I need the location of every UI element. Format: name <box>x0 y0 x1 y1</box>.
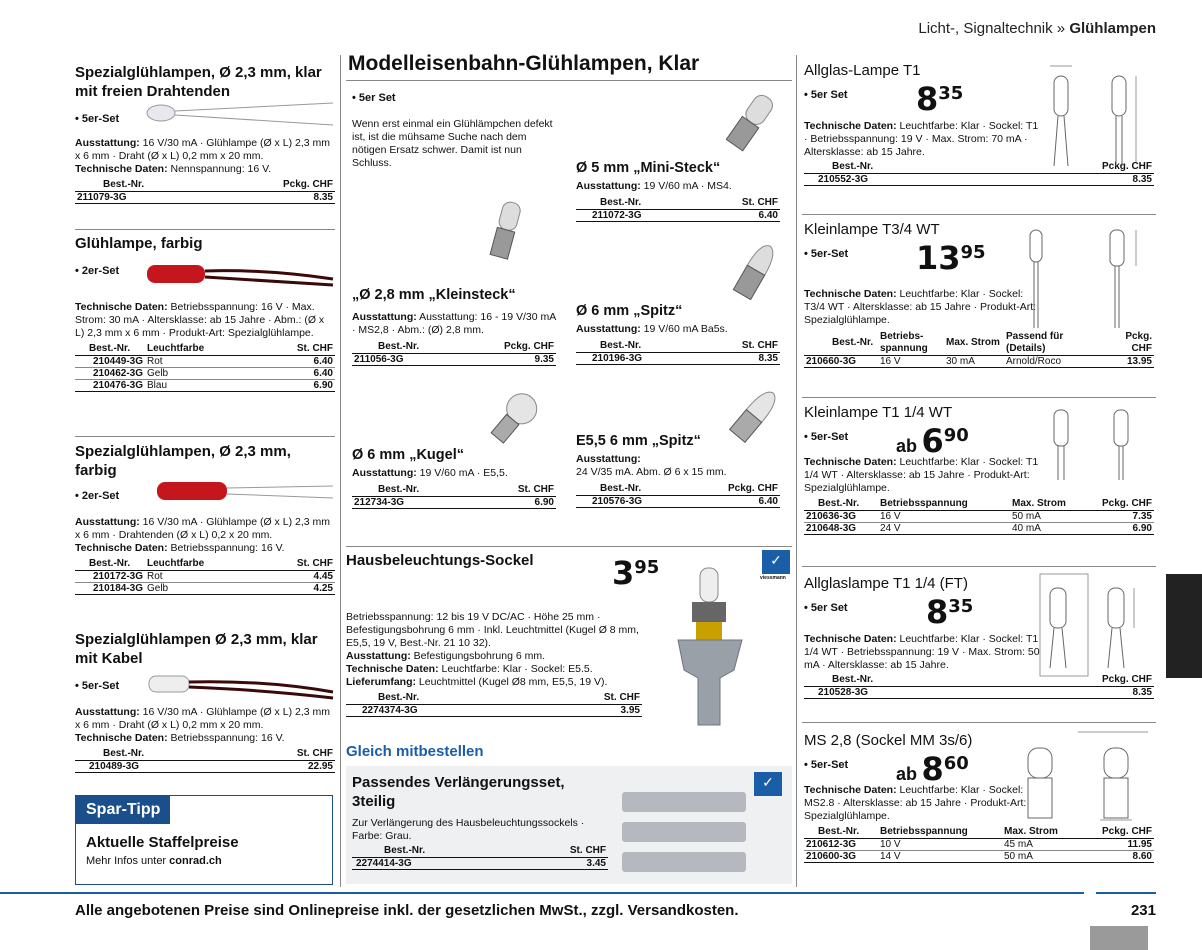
product-title: Ø 6 mm „Spitz“ <box>576 303 683 319</box>
product-m5 <box>576 433 780 508</box>
table-row[interactable]: 210172-3G Rot 4.45 <box>75 571 335 583</box>
product-specs: Technische Daten: Leuchtfarbe: Klar · Sockel: MS2.8 · Altersklasse: ab 15 Jahre · Produkt-Art: Spezialglühlampe. <box>804 784 1027 822</box>
spar-tipp-text: Mehr Infos unter conrad.ch <box>86 855 222 867</box>
product-title: „Ø 2,8 mm „Kleinsteck“ <box>352 287 516 303</box>
set-label: • 5er-Set <box>75 113 120 125</box>
order-table: Best.-Nr. Betriebs-spannung Max. Strom Passend für (Details) Pckg. CHF 210660-3G 16 V 30 mA Arnold/Roco 13.95 <box>806 331 1152 367</box>
order-table: Best.-Nr. Pckg. CHF 211056-3G 9.35 <box>354 341 554 365</box>
product-m3 <box>576 303 780 365</box>
order-table: Best.-Nr. Betriebsspannung Max. Strom Pckg. CHF 210636-3G 16 V 50 mA 7.35 210648-3G 24 V 40 mA 6.90 <box>806 498 1152 534</box>
table-row[interactable]: 210576-3G 6.40 <box>576 496 780 508</box>
product-p1 <box>75 63 335 204</box>
page-number: 231 <box>1130 902 1156 919</box>
order-table: Best.-Nr. St. CHF 212734-3G 6.90 <box>354 484 554 508</box>
set-label: • 5er-Set <box>75 680 120 692</box>
table-row[interactable]: 210528-3G 8.35 <box>804 687 1154 699</box>
viessmann-logo-icon: ✓ <box>754 772 782 796</box>
sockel-image <box>674 560 746 730</box>
breadcrumb-sep: » <box>1052 20 1070 37</box>
product-m4 <box>352 447 556 509</box>
product-verl <box>352 773 608 870</box>
product-price: 835 <box>926 593 974 631</box>
breadcrumb-current: Glühlampen <box>1069 20 1156 37</box>
product-specs: Technische Daten: Betriebsspannung: 16 V · Max. Strom: 30 mA · Altersklasse: ab 15 Jahre · Abm.: (Ø x L) 2,3 mm x 6 mm · Produkt-Art: Spezialglühlampe. <box>75 301 325 339</box>
lamp-drawing-t1 <box>1040 62 1160 172</box>
set-label: • 5er Set <box>352 92 396 104</box>
spar-tipp-label: Spar-Tipp <box>76 796 170 824</box>
divider <box>75 229 335 230</box>
order-table: Best.-Nr. St. CHF 210196-3G 8.35 <box>576 340 780 365</box>
product-specs: Zur Verlängerung des Hausbeleuchtungssockels · Farbe: Grau. <box>352 817 585 842</box>
table-row[interactable]: 210476-3G Blau 6.90 <box>75 380 335 392</box>
column-divider <box>340 55 341 887</box>
product-specs: Technische Daten: Leuchtfarbe: Klar · Sockel: T3/4 WT · Altersklasse: ab 15 Jahre · Produkt-Art: Spezialglühlampe. <box>804 288 1037 326</box>
product-title: Passendes Verlängerungsset, 3teilig <box>352 774 565 810</box>
chapter-tab[interactable] <box>1166 574 1202 678</box>
product-title: MS 2,8 (Sockel MM 3s/6) <box>804 732 973 749</box>
product-p4 <box>75 630 335 773</box>
table-row[interactable]: 210600-3G 14 V 50 mA 8.60 <box>806 851 1152 862</box>
column-divider <box>796 55 797 887</box>
order-table: Best.-Nr. St. CHF 2274414-3G 3.45 <box>352 845 608 870</box>
footer-rule <box>1096 892 1156 894</box>
table-row[interactable]: 211079-3G 8.35 <box>77 192 333 203</box>
divider <box>346 80 792 81</box>
spar-tipp-title: Aktuelle Staffelpreise <box>86 834 239 851</box>
lamp-wire-image <box>145 99 335 129</box>
order-table: Best.-Nr. St. CHF 2274374-3G 3.95 <box>346 692 642 717</box>
breadcrumb <box>918 20 1156 37</box>
product-title: Allglaslampe T1 1/4 (FT) <box>804 575 968 592</box>
product-price: ab 690 <box>896 422 969 460</box>
lamp-drawing-t114 <box>1044 400 1164 480</box>
divider <box>802 214 1156 215</box>
spar-tipp-link[interactable]: conrad.ch <box>169 855 222 867</box>
product-specs: Ausstattung: 19 V/60 mA Ba5s. <box>576 323 728 335</box>
product-specs: Ausstattung: 16 V/30 mA · Glühlampe (Ø x L) 2,3 mm x 6 mm · Drahtenden (Ø x L) 0,2 x 20 mm. Technische Daten: Betriebsspannung: 16 V. <box>75 516 330 554</box>
table-row[interactable]: 210612-3G 10 V 45 mA 11.95 <box>806 839 1152 850</box>
table-row[interactable]: 2274374-3G 3.95 <box>346 705 642 717</box>
set-label: • 5er-Set <box>804 759 849 771</box>
product-title: Allglas-Lampe T1 <box>804 62 921 79</box>
table-row[interactable]: 210552-3G 8.35 <box>804 174 1154 186</box>
set-label: • 2er-Set <box>75 490 120 502</box>
lamp-cable-image <box>145 670 335 700</box>
viessmann-logo-text: viessmann <box>760 575 786 581</box>
lamp-kugel-image <box>484 388 544 448</box>
table-row[interactable]: 2274414-3G 3.45 <box>352 858 608 870</box>
product-p3 <box>75 442 335 595</box>
product-title: Ø 5 mm „Mini-Steck“ <box>576 160 721 176</box>
lamp-spitz-image <box>730 240 780 305</box>
lamp-red-small-image <box>155 476 335 506</box>
table-row[interactable]: 210184-3G Gelb 4.25 <box>75 583 335 595</box>
order-table: Best.-Nr. Leuchtfarbe St. CHF 210449-3G Rot 6.40 210462-3G Gelb 6.40 210476-3G Blau 6.90 <box>75 343 335 392</box>
footer-text: Alle angebotenen Preise sind Onlinepreise inkl. der gesetzlichen MwSt., zzgl. Versandkosten. <box>75 902 739 919</box>
table-row[interactable]: 210636-3G 16 V 50 mA 7.35 <box>806 511 1152 522</box>
page-corner-block <box>1090 926 1148 950</box>
lamp-drawing-ft <box>1030 572 1156 678</box>
product-specs: Technische Daten: Leuchtfarbe: Klar · Sockel: T1 1/4 WT · Betriebsspannung: 19 V · Max. Strom: 50 mA · Altersklasse: ab 15 Jahre. <box>804 633 1040 671</box>
product-p2 <box>75 234 335 392</box>
table-row[interactable]: 210648-3G 24 V 40 mA 6.90 <box>806 523 1152 534</box>
product-price: 835 <box>916 80 964 118</box>
table-row[interactable]: 210462-3G Gelb 6.40 <box>75 368 335 380</box>
product-title: Spezialglühlampen, Ø 2,3 mm, klar mit freien Drahtenden <box>75 64 322 100</box>
divider <box>802 722 1156 723</box>
order-table: Best.-Nr. Pckg. CHF 211079-3G 8.35 <box>77 179 333 203</box>
lamp-red-image <box>145 259 335 289</box>
product-title: E5,5 6 mm „Spitz“ <box>576 433 701 449</box>
set-label: • 5er-Set <box>804 431 849 443</box>
viessmann-logo-icon: ✓ <box>762 550 790 574</box>
set-label: • 5er Set <box>804 89 848 101</box>
product-title: Spezialglühlampen Ø 2,3 mm, klar mit Kabel <box>75 631 318 667</box>
footer-rule <box>0 892 1084 894</box>
table-row[interactable]: 211056-3G 9.35 <box>354 354 554 365</box>
cross-sell-heading: Gleich mitbestellen <box>346 743 484 760</box>
table-row[interactable]: 212734-3G 6.90 <box>354 497 554 508</box>
section-intro: Wenn erst einmal ein Glühlämpchen defekt ist, ist die mühsame Suche nach dem nötigen Ersatz schwer. Damit ist nun Schluss. <box>352 118 553 169</box>
breadcrumb-section[interactable]: Licht-, Signaltechnik <box>918 20 1053 37</box>
table-row[interactable]: 210489-3G 22.95 <box>75 761 335 773</box>
order-table: Best.-Nr. St. CHF 211072-3G 6.40 <box>576 197 780 222</box>
order-table: Best.-Nr. Pckg. CHF 210528-3G 8.35 <box>804 674 1154 699</box>
table-row[interactable]: 210660-3G 16 V 30 mA Arnold/Roco 13.95 <box>806 356 1152 367</box>
lamp-drawing-t34 <box>1020 220 1150 330</box>
order-table: Best.-Nr. Pckg. CHF 210552-3G 8.35 <box>804 161 1154 186</box>
order-table: Best.-Nr. St. CHF 210489-3G 22.95 <box>75 748 335 773</box>
lamp-kleinsteck-image <box>482 198 532 263</box>
product-title: Kleinlampe T1 1/4 WT <box>804 404 953 421</box>
product-price: 1395 <box>916 239 986 277</box>
product-price: ab 860 <box>896 750 969 788</box>
product-title: Kleinlampe T3/4 WT <box>804 221 940 238</box>
lamp-ministeck-image <box>720 88 780 158</box>
product-sockel <box>346 552 660 717</box>
set-label: • 2er-Set <box>75 265 120 277</box>
extension-set-image <box>620 788 750 880</box>
product-title: Hausbeleuchtungs-Sockel <box>346 552 534 569</box>
product-specs-label: Ausstattung: <box>576 453 641 465</box>
product-specs: Ausstattung: Ausstattung: 16 - 19 V/30 mA · MS2,8 · Abm.: (Ø) 2,8 mm. <box>352 311 556 336</box>
product-specs: Technische Daten: Leuchtfarbe: Klar · Sockel: T1 · Betriebsspannung: 19 V · Max. Strom: 70 mA · Altersklasse: ab 15 Jahre. <box>804 120 1039 158</box>
lamp-drawing-ms28 <box>1018 728 1154 828</box>
product-m1 <box>576 160 780 222</box>
product-title: Spezialglühlampen, Ø 2,3 mm, farbig <box>75 443 291 479</box>
product-specs: Betriebsspannung: 12 bis 19 V DC/AC · Höhe 25 mm · Befestigungsbohrung 6 mm · Inkl. Leuchtmittel (Kugel Ø 8 mm, E5,5, 19 V, Best.-Nr. 21 10 32). Ausstattung: Befestigungsbohrung 6 mm. Technische Daten: Leuchtfarbe: Klar · Sockel: E5.5. Lieferumfang: Leuchtmittel (Kugel Ø8 mm, E5,5, 19 V). <box>346 611 639 688</box>
table-row[interactable]: 211072-3G 6.40 <box>576 210 780 222</box>
product-specs: Ausstattung: 16 V/30 mA · Glühlampe (Ø x L) 2,3 mm x 6 mm · Draht (Ø x L) 0,2 mm x 20 mm. Technische Daten: Betriebsspannung: 16 V. <box>75 706 330 744</box>
table-row[interactable]: 210449-3G Rot 6.40 <box>75 356 335 368</box>
product-title: Ø 6 mm „Kugel“ <box>352 447 464 463</box>
product-specs: Ausstattung: 19 V/60 mA · E5,5. <box>352 467 508 479</box>
divider <box>802 566 1156 567</box>
product-m2 <box>352 287 556 366</box>
product-price: 395 <box>612 554 660 592</box>
product-specs: Ausstattung: 16 V/30 mA · Glühlampe (Ø x L) 2,3 mm x 6 mm · Draht (Ø x L) 0,2 mm x 20 mm. Technische Daten: Nennspannung: 16 V. <box>75 137 330 175</box>
order-table: Best.-Nr. Pckg. CHF 210576-3G 6.40 <box>576 483 780 508</box>
order-table: Best.-Nr. Leuchtfarbe St. CHF 210172-3G Rot 4.45 210184-3G Gelb 4.25 <box>75 558 335 595</box>
divider <box>346 546 792 547</box>
product-specs: Ausstattung: 19 V/60 mA · MS4. <box>576 180 732 192</box>
divider <box>802 397 1156 398</box>
divider <box>75 436 335 437</box>
spar-tipp-box[interactable] <box>75 795 333 885</box>
table-row[interactable]: 210196-3G 8.35 <box>576 353 780 365</box>
set-label: • 5er-Set <box>804 248 849 260</box>
set-label: • 5er Set <box>804 602 848 614</box>
order-table: Best.-Nr. Betriebsspannung Max. Strom Pckg. CHF 210612-3G 10 V 45 mA 11.95 210600-3G 14 V 50 mA 8.60 <box>806 826 1152 862</box>
product-specs: 24 V/35 mA. Abm. Ø 6 x 15 mm. <box>576 466 727 478</box>
product-title: Glühlampe, farbig <box>75 235 203 252</box>
product-specs: Technische Daten: Leuchtfarbe: Klar · Sockel: T1 1/4 WT · Altersklasse: ab 15 Jahre · Produkt-Art: Spezialglühlampe. <box>804 456 1039 494</box>
section-title: Modelleisenbahn-Glühlampen, Klar <box>348 52 700 75</box>
